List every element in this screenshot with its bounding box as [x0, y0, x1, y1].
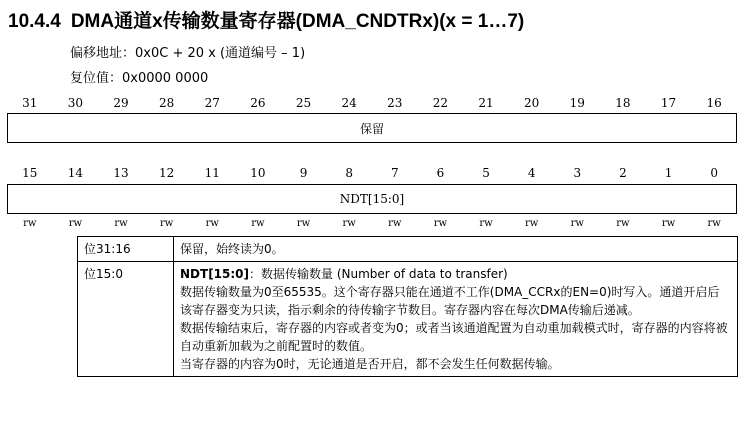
- access-type: rw: [388, 218, 402, 229]
- access-type: rw: [479, 218, 493, 229]
- bit-number: 23: [387, 96, 403, 110]
- access-type: rw: [570, 218, 584, 229]
- bit-number: 21: [478, 96, 494, 110]
- access-type: rw: [160, 218, 174, 229]
- ndt-field-label: NDT[15:0]: [339, 192, 405, 206]
- reserved-field: [7, 113, 737, 143]
- bit-number: 16: [706, 96, 722, 110]
- reserved-field-label: 保留: [359, 121, 384, 136]
- bit-number: 20: [524, 96, 540, 110]
- offset-address: 偏移地址：0x0C + 20 x (通道编号 – 1): [70, 46, 306, 61]
- bit-number: 3: [573, 166, 582, 180]
- bit-number: 26: [250, 96, 266, 110]
- reset-value: 复位值：0x0000 0000: [70, 71, 209, 86]
- access-type: rw: [433, 218, 448, 229]
- section-title-text: DMA通道x传输数量寄存器(DMA_CNDTRx)(x = 1…7): [70, 11, 525, 32]
- bit-number: 15: [22, 166, 38, 180]
- bit-number: 22: [432, 96, 449, 110]
- bit-number: 8: [345, 166, 353, 180]
- description-summary: ：数据传输数量 (Number of data to transfer): [249, 267, 508, 281]
- low-bit-numbers: [7, 166, 737, 180]
- access-type: rw: [661, 218, 676, 229]
- bit-number: 10: [250, 166, 266, 180]
- access-type: rw: [205, 218, 219, 229]
- access-type: rw: [296, 218, 311, 229]
- bit-number: 25: [295, 96, 312, 110]
- field-heading: [180, 265, 731, 283]
- bit-range: 位15:0: [78, 262, 174, 377]
- bit-range: 位31:16: [78, 237, 174, 262]
- table-row: [78, 262, 738, 377]
- access-type: rw: [251, 218, 265, 229]
- access-type: rw: [616, 218, 630, 229]
- bit-number: 24: [341, 96, 357, 110]
- bit-number: 19: [569, 96, 585, 110]
- bit-number: 6: [436, 166, 445, 180]
- bit-number: 28: [159, 96, 175, 110]
- bit-number: 31: [22, 96, 38, 110]
- section-title: [8, 6, 524, 33]
- bit-number: 13: [113, 166, 129, 180]
- description-summary: 保留，始终读为0。: [180, 242, 284, 256]
- bit-description-table: [77, 236, 738, 377]
- bit-number: 7: [390, 166, 399, 180]
- bit-number: 27: [204, 96, 220, 110]
- bit-number: 14: [67, 166, 84, 180]
- bit-number: 18: [615, 96, 631, 110]
- bit-number: 4: [527, 166, 536, 180]
- table-row: [78, 237, 738, 262]
- description-paragraph: 当寄存器的内容为0时，无论通道是否开启，都不会发生任何数据传输。: [180, 357, 560, 371]
- section-number: 10.4.4: [8, 11, 61, 32]
- description-paragraph: 数据传输结束后，寄存器的内容或者变为0；或者当该通道配置为自动重加载模式时，寄存器的内容将被自动重新加载为之前配置时的数值。: [180, 321, 728, 353]
- ndt-field: [7, 184, 737, 214]
- access-type: rw: [525, 218, 539, 229]
- bit-description: [174, 262, 738, 377]
- access-type: rw: [342, 218, 356, 229]
- bit-number: 0: [710, 166, 718, 180]
- bit-number: 1: [664, 166, 673, 180]
- bit-number: 2: [619, 166, 627, 180]
- bit-number: 12: [159, 166, 175, 180]
- bit-number: 11: [204, 166, 220, 180]
- bit-number: 17: [660, 96, 677, 110]
- access-types: [7, 218, 737, 229]
- access-type: rw: [68, 218, 83, 229]
- bit-description: [174, 237, 738, 262]
- access-type: rw: [23, 218, 37, 229]
- description-paragraph: 数据传输数量为0至65535。这个寄存器只能在通道不工作(DMA_CCRx的EN=0)时写入。通道开启后该寄存器变为只读，指示剩余的待传输字节数目。寄存器内容在每次DMA传输后递减。: [180, 285, 720, 317]
- high-bit-numbers: [7, 96, 737, 110]
- bit-number: 9: [299, 166, 308, 180]
- bit-number: 29: [113, 96, 129, 110]
- bit-number: 5: [482, 166, 490, 180]
- bit-number: 30: [67, 96, 84, 110]
- access-type: rw: [114, 218, 128, 229]
- field-name: NDT[15:0]: [180, 267, 250, 281]
- access-type: rw: [707, 218, 721, 229]
